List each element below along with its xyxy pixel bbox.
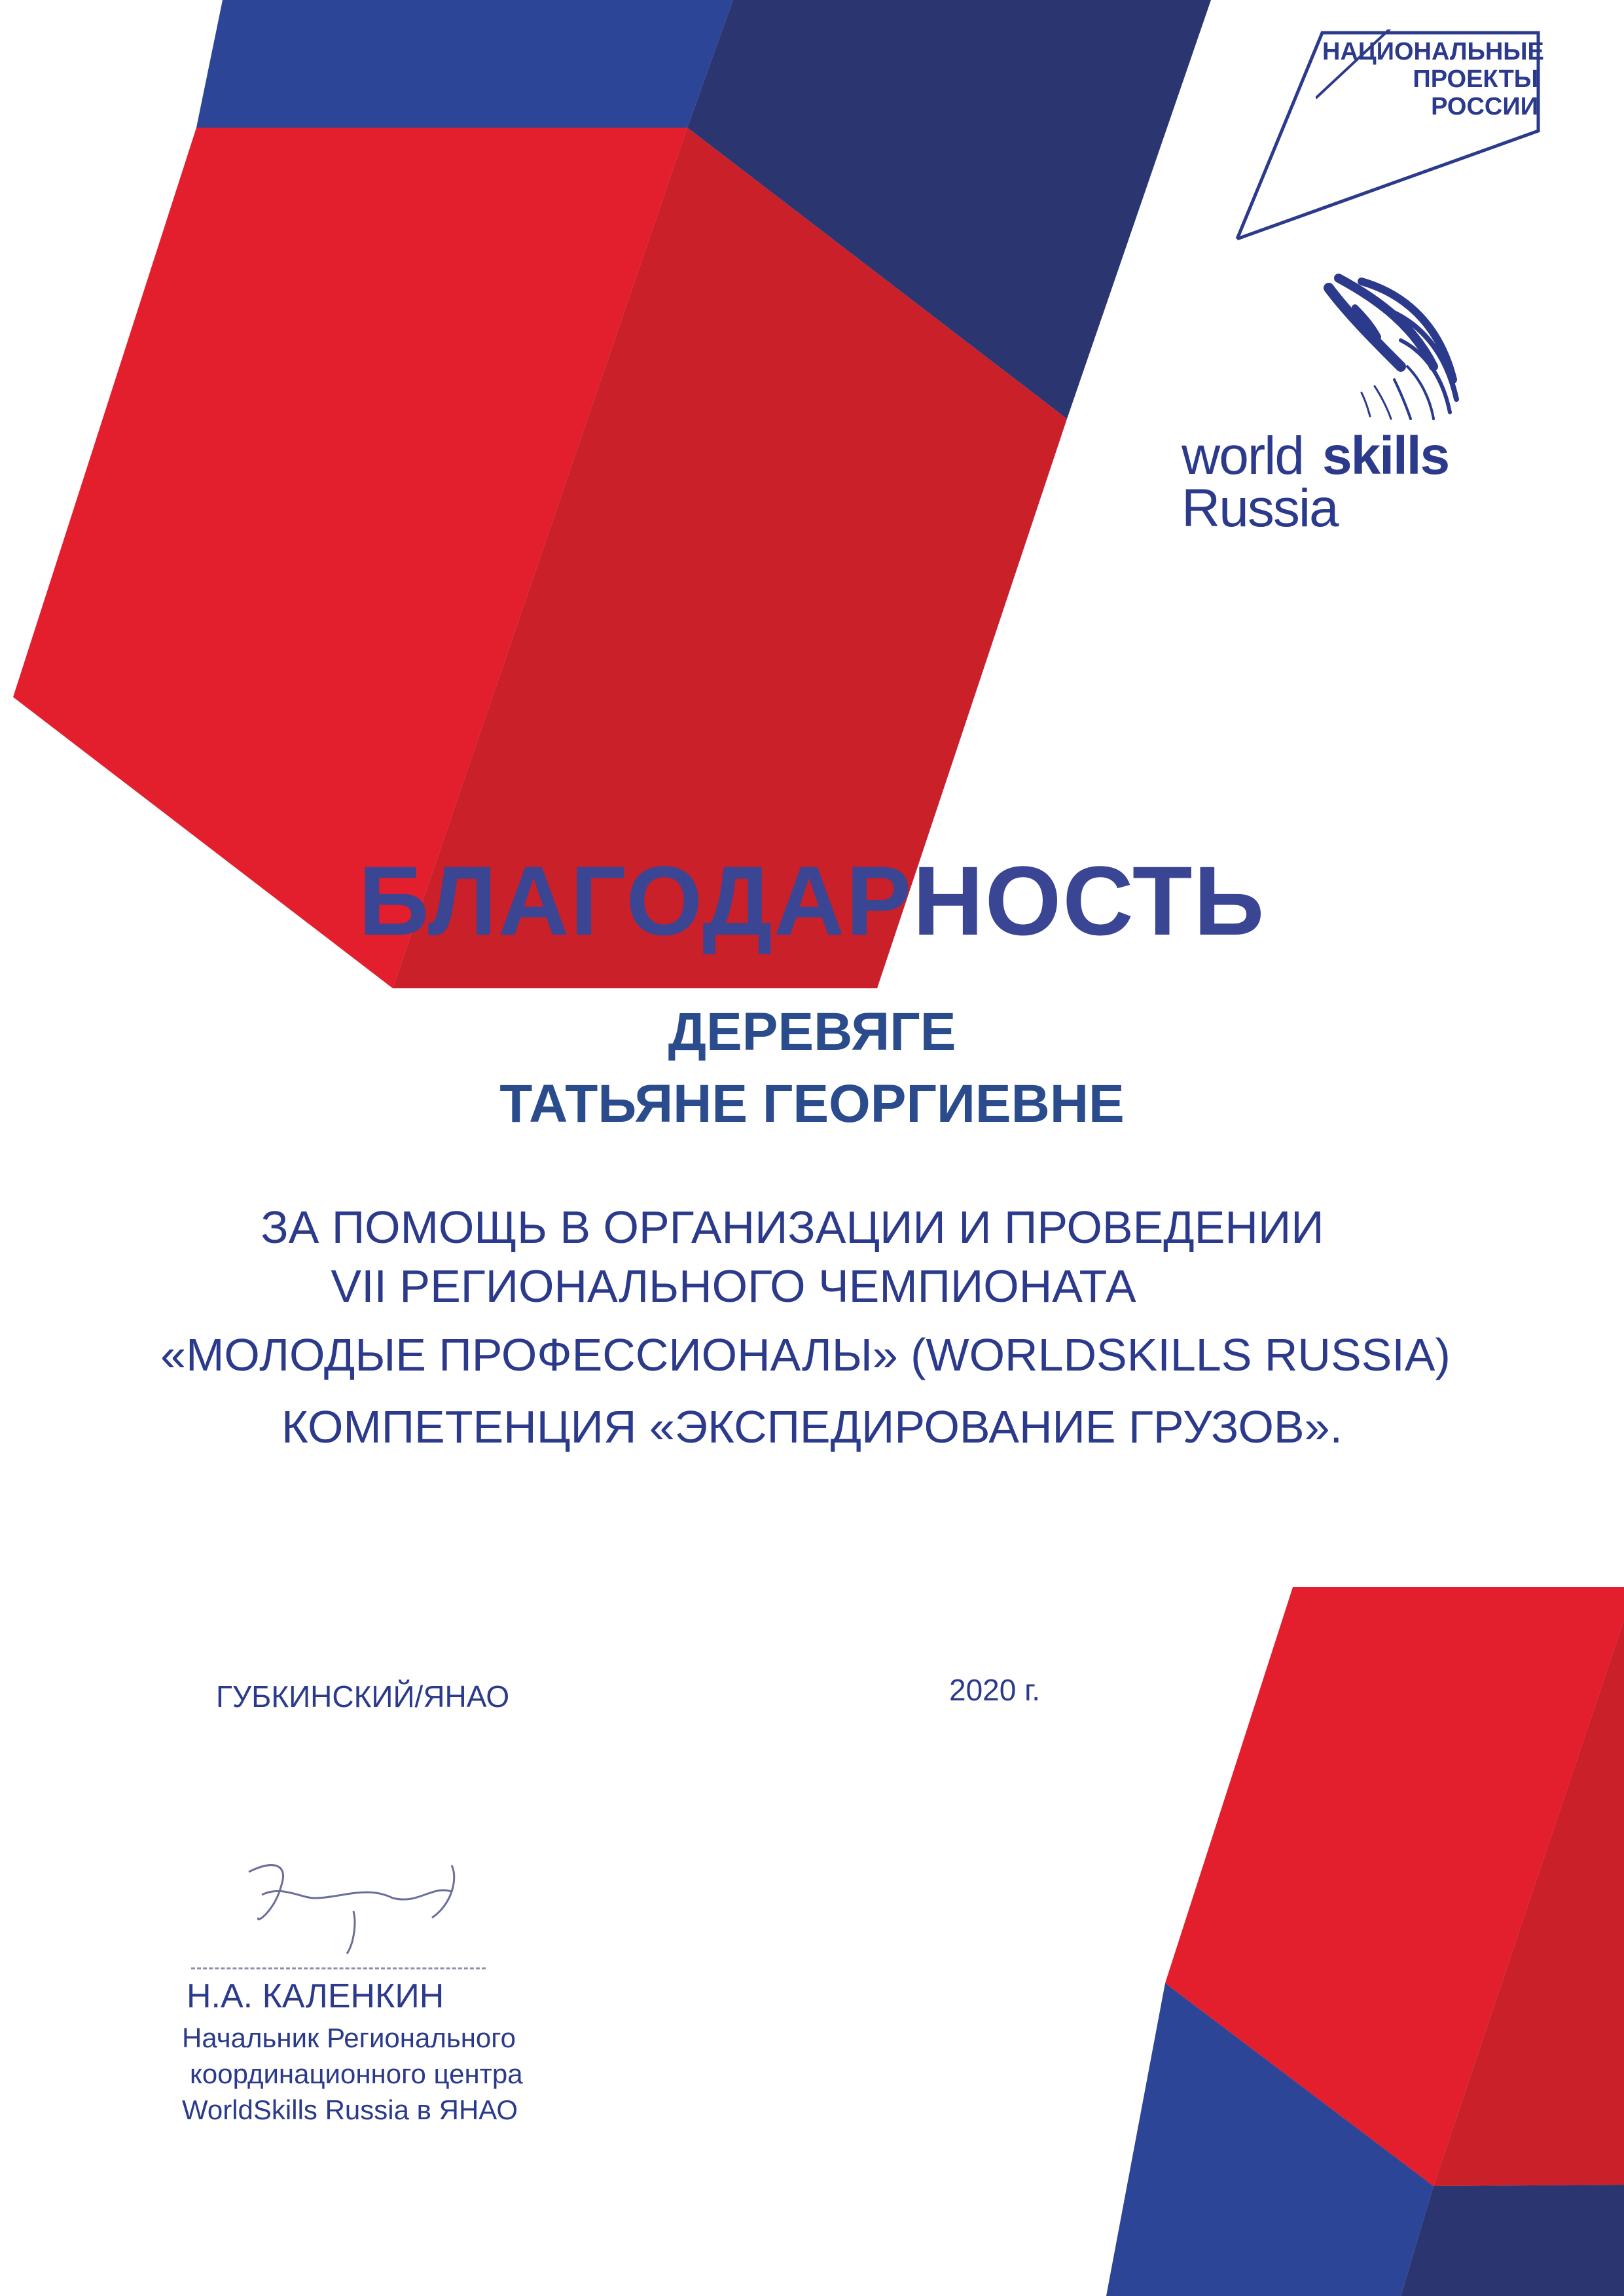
national-projects-line-3: РОССИИ xyxy=(1431,93,1538,120)
top-blue-band xyxy=(196,0,733,128)
signatory-title-line-2: координационного центра xyxy=(190,2058,523,2089)
reason-line-1: ЗА ПОМОЩЬ В ОРГАНИЗАЦИИ И ПРОВЕДЕНИИ xyxy=(261,1202,1324,1253)
recipient-given-names: ТАТЬЯНЕ ГЕОРГИЕВНЕ xyxy=(499,1074,1125,1134)
worldskills-wordmark-russia: Russia xyxy=(1182,478,1338,538)
national-projects-line-1: НАЦИОНАЛЬНЫЕ xyxy=(1322,38,1544,65)
reason-line-3: «МОЛОДЫЕ ПРОФЕССИОНАЛЫ» (WORLDSKILLS RUSSIA) xyxy=(160,1329,1451,1380)
reason-line-4: КОМПЕТЕНЦИЯ «ЭКСПЕДИРОВАНИЕ ГРУЗОВ». xyxy=(281,1401,1343,1452)
recipient-surname: ДЕРЕВЯГЕ xyxy=(668,1002,956,1062)
signatory-title-line-3: WorldSkills Russia в ЯНАО xyxy=(182,2094,518,2125)
signature-drawing xyxy=(249,1865,454,1954)
national-projects-line-2: ПРОЕКТЫ xyxy=(1413,65,1538,93)
signatory-title-line-1: Начальник Регионального xyxy=(182,2022,516,2053)
signatory-name: Н.А. КАЛЕНКИН xyxy=(187,1977,444,2015)
national-projects-logo-text xyxy=(1322,38,1544,120)
location: ГУБКИНСКИЙ/ЯНАО xyxy=(216,1679,510,1713)
worldskills-emblem-icon xyxy=(1329,278,1456,419)
year: 2020 г. xyxy=(949,1673,1041,1707)
worldskills-wordmark-world: world xyxy=(1182,426,1303,486)
worldskills-wordmark-skills: skills xyxy=(1322,426,1449,486)
certificate-title: БЛАГОДАРНОСТЬ xyxy=(358,846,1266,956)
bottom-dark-blue-panel xyxy=(1401,2185,1624,2296)
signature-line xyxy=(191,1967,486,1969)
reason-line-2: VII РЕГИОНАЛЬНОГО ЧЕМПИОНАТА xyxy=(331,1261,1136,1312)
